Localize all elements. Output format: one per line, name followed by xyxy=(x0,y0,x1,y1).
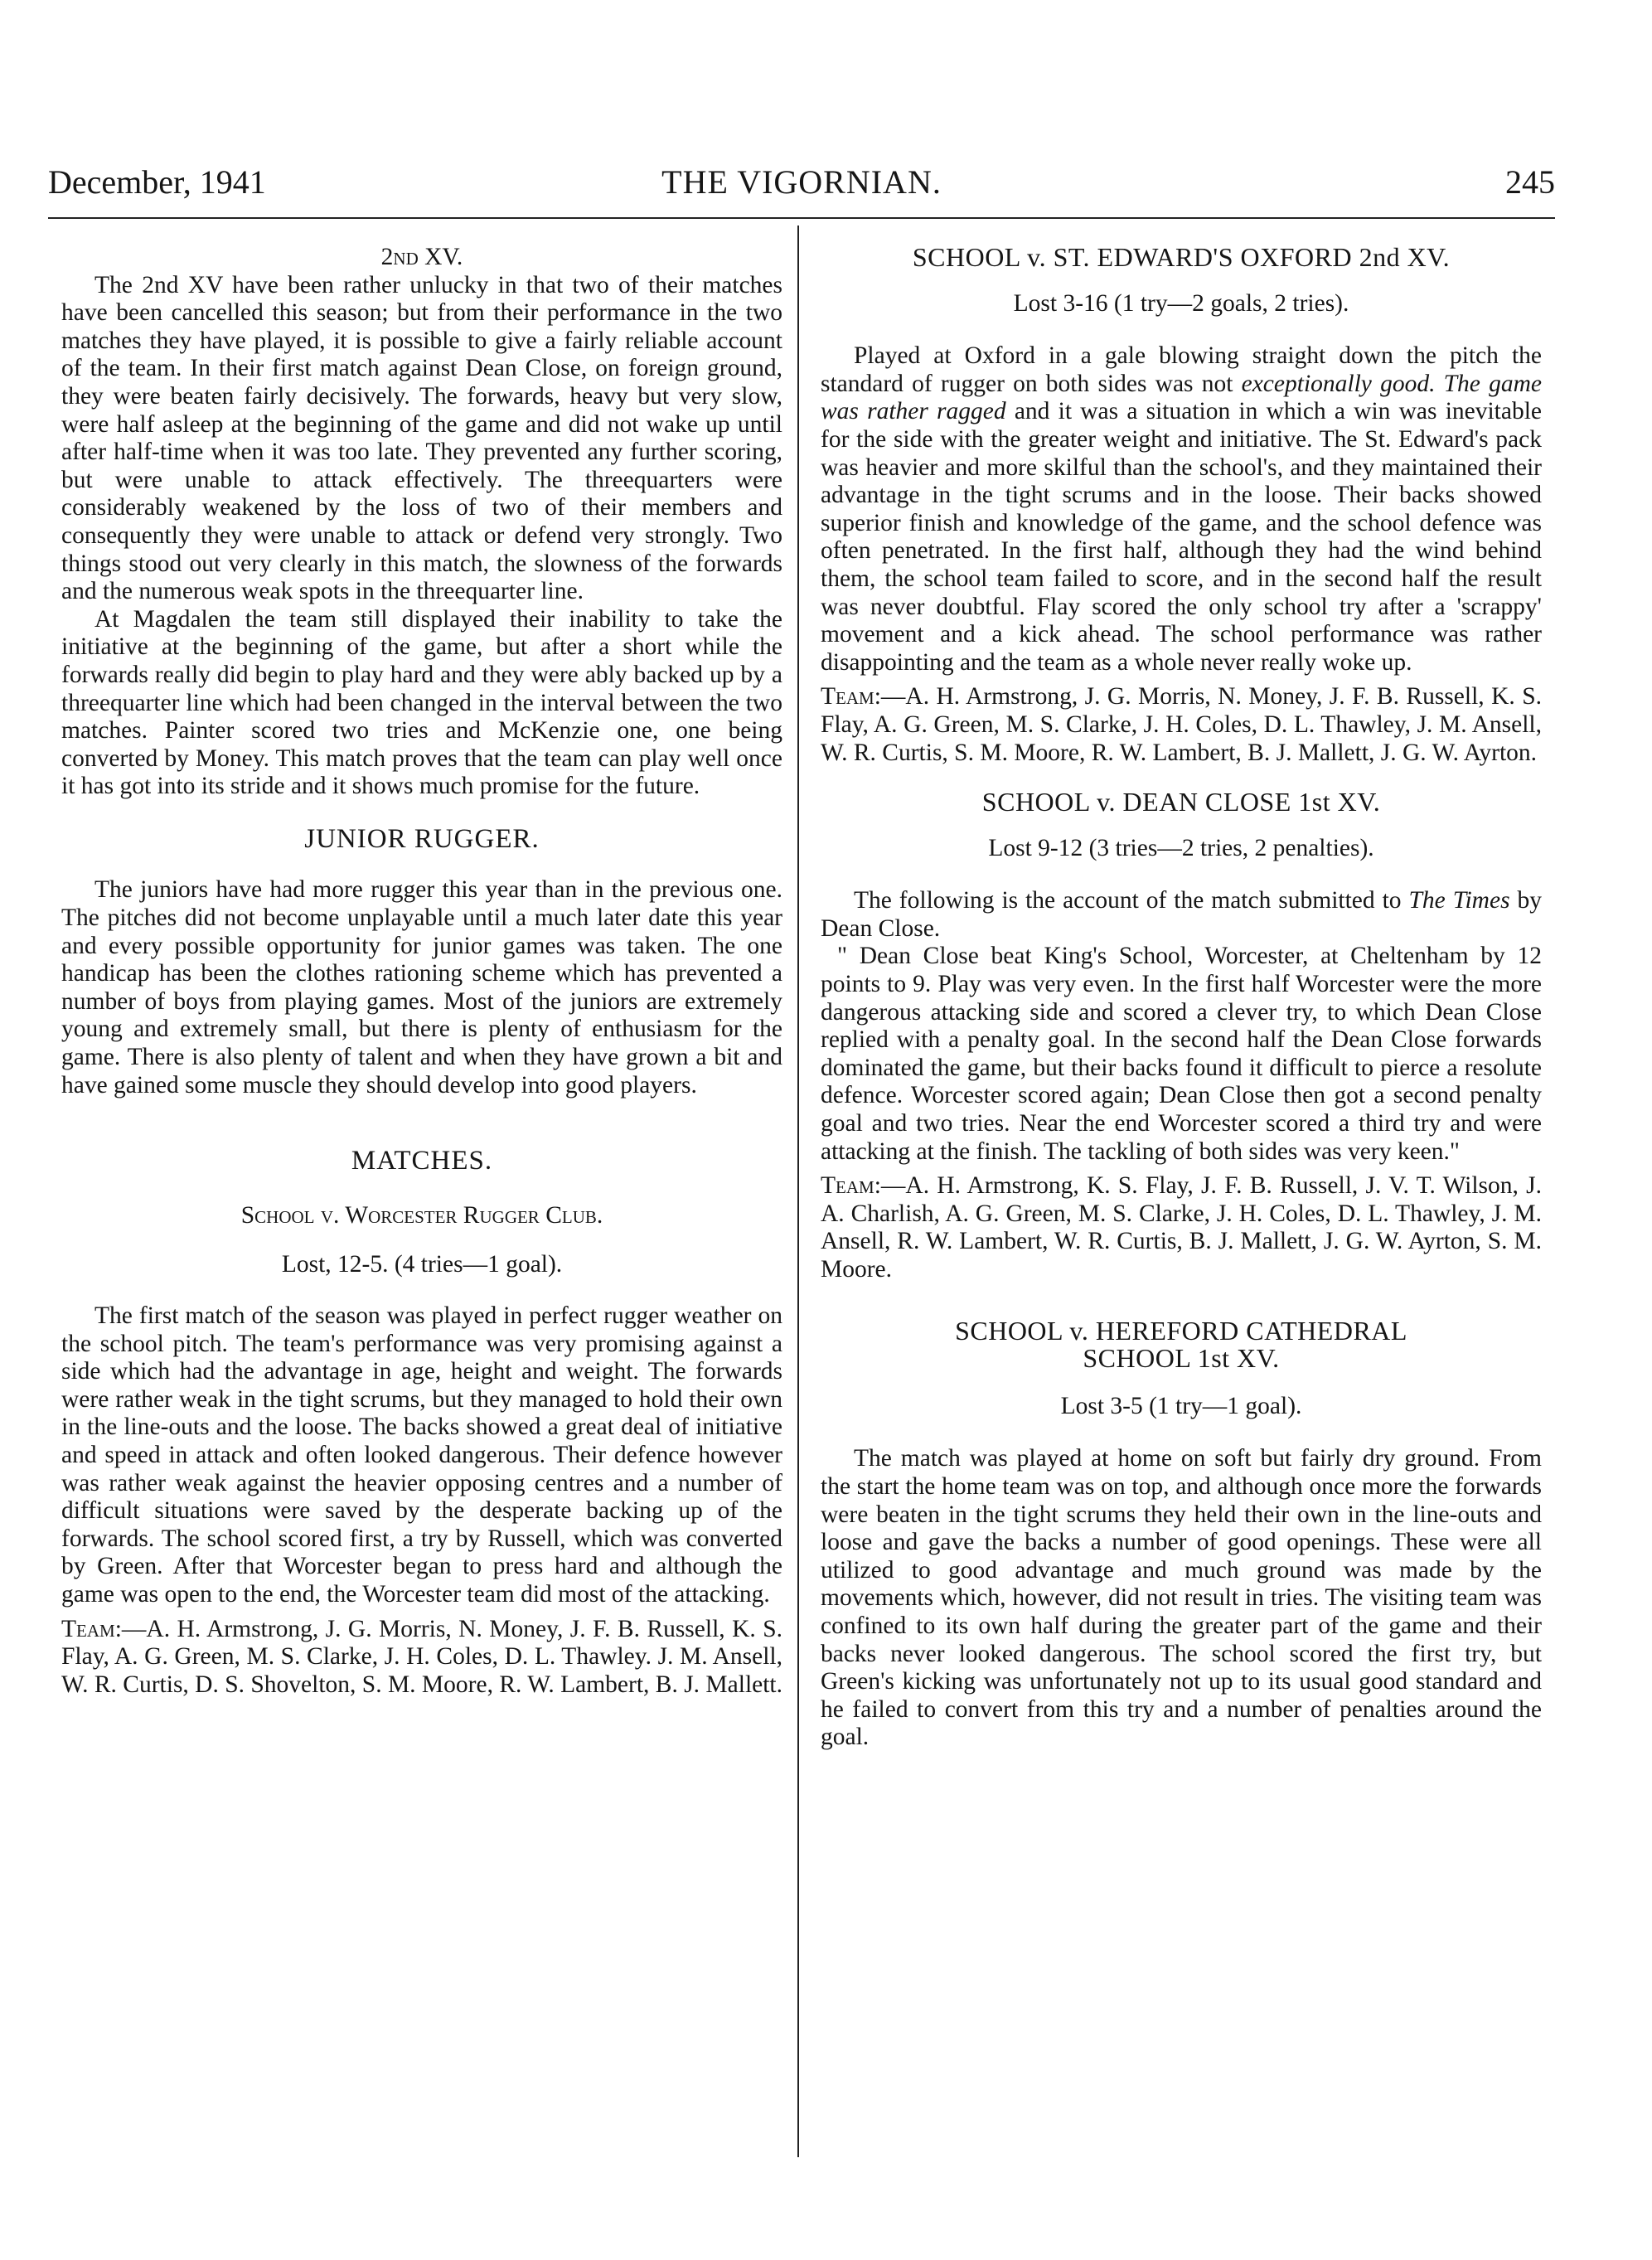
dean-close-team-names: :—A. H. Armstrong, K. S. Flay, J. F. B. Russell, J. V. T. Wilson, J. A. Charlish, A. G. Green, M. S. Clarke, J. H. Coles, D. L. Thawley, J. M. Ansell, R. W. Lambert, W. R. Curtis, B. J. Mallett, J. G. W. Ayrton, S. M. Moore. xyxy=(821,1172,1542,1283)
worcester-team-names: :—A. H. Armstrong, J. G. Morris, N. Money, J. F. B. Russell, K. S. Flay, A. G. Green, M. S. Clarke, J. H. Coles, D. L. Thawley. J. M. Ansell, W. R. Curtis, D. S. Shovelton, S. M. Moore, R. W. Lambert, B. J. Mallett. xyxy=(61,1615,783,1698)
dean-close-quoted-report: " Dean Close beat King's School, Worcester, at Cheltenham by 12 points to 9. Play was very even. In the first half Worcester were the more dangerous attacking side and scored a clever try, to which Dean Close replied with a penalty goal. In the second half the Dean Close forwards dominated the game, but their backs found it difficult to pierce a resolute defence. Worcester scored again; Dean Close then got a second penalty goal and two tries. Near the end Worcester scored a third try and were attacking at the finish. The tackling of both sides was very keen." xyxy=(821,943,1542,1165)
worcester-match-report: The first match of the season was played in perfect rugger weather on the school pitch. The team's performance was very promising against a side which had the advantage in age, height and weight. The forwards were rather weak in the tight scrums, but they managed to hold their own in the line-outs and the loose. The backs showed a great deal of initiative and speed in attack and often looked dangerous. Their defence however was rather weak against the heavier opposing centres and a number of difficult situations were saved by the desperate backing up of the forwards. The school scored first, a try by Russell, which was converted by Green. After that Worcester began to press hard and although the game was open to the end, the Worcester team did most of the attacking. xyxy=(61,1302,782,1608)
second-xv-paragraph-2: At Magdalen the team still displayed their inability to take the initiative at the beginning of the game, but after a short while the forwards really did begin to play hard and they were ably backed up by a threequarter line which had been changed in the interval between the two matches. Painter scored two tries and McKenzie one, one being converted by Money. This match proves that the team can play well once it has got into its stride and it shows much promise for the future. xyxy=(61,605,782,800)
dean-close-intro xyxy=(821,887,1542,943)
hereford-match-result: Lost 3-5 (1 try—1 goal). xyxy=(1060,1392,1302,1419)
worcester-match-result: Lost, 12-5. (4 tries—1 goal). xyxy=(281,1251,563,1278)
dean-close-intro-part-2: by Dean Close. xyxy=(821,887,1543,942)
st-edwards-report-italic: exceptionally good. The game was rather ragged xyxy=(821,370,1542,425)
junior-rugger-paragraph: The juniors have had more rugger this year than in the previous one. The pitches did not become unplayable until a much later date this year and every possible opportunity for junior games was taken. The one handicap has been the clothes rationing scheme which has prevented a number of boys from playing games. Most of the juniors are extremely young and extremely small, but there is plenty of enthusiasm for the game. There is also plenty of talent and when they have grown a bit and have gained some muscle they should develop into good players. xyxy=(61,876,782,1098)
issue-date: December, 1941 xyxy=(48,163,266,201)
junior-rugger-heading: JUNIOR RUGGER. xyxy=(304,823,540,854)
st-edwards-match-result: Lost 3-16 (1 try—2 goals, 2 tries). xyxy=(1013,289,1349,317)
right-column xyxy=(821,244,1542,1752)
team-label: Team xyxy=(821,1172,874,1200)
st-edwards-match-report xyxy=(821,342,1542,677)
st-edwards-report-part-1: Played at Oxford in a gale blowing straight down the pitch the standard of rugger on both sides was not xyxy=(821,342,1542,397)
second-xv-paragraph-1: The 2nd XV have been rather unlucky in that two of their matches have been cancelled this season; but from their performance in the two matches they have played, it is possible to give a fairly reliable account of the team. In their first match against Dean Close, on foreign ground, they were beaten fairly decisively. The forwards, heavy but very slow, were half asleep at the beginning of the game and did not wake up until after half-time when it was too late. They prevented any further scoring, but were unable to attack effectively. The threequarters were considerably weakened by the loss of two of their members and consequently they were unable to attack or defend very strongly. Two things stood out very clearly in this match, the slowness of the forwards and the numerous weak spots in the threequarter line. xyxy=(61,271,782,605)
hereford-match-title-line-1: SCHOOL v. HEREFORD CATHEDRAL xyxy=(955,1315,1407,1346)
st-edwards-team-list xyxy=(821,683,1542,767)
dean-close-match-title: SCHOOL v. DEAN CLOSE 1st XV. xyxy=(981,787,1381,817)
page-number: 245 xyxy=(1505,163,1555,201)
journal-title: THE VIGORNIAN. xyxy=(661,163,942,201)
st-edwards-team-names: :—A. H. Armstrong, J. G. Morris, N. Money, J. F. B. Russell, K. S. Flay, A. G. Green, M. S. Clarke, J. H. Coles, D. L. Thawley, J. M. Ansell, W. R. Curtis, S. M. Moore, R. W. Lambert, B. J. Mallett, J. G. W. Ayrton. xyxy=(821,683,1542,766)
st-edwards-match-title: SCHOOL v. ST. EDWARD'S OXFORD 2nd XV. xyxy=(912,242,1451,272)
header-rule xyxy=(48,217,1555,219)
page-header xyxy=(48,162,1555,209)
st-edwards-report-part-2: and it was a situation in which a win was inevitable for the side with the greater weight and initiative. The St. Edward's pack was heavier and more skilful than the school's, and they maintained their advantage in the tight scrums and in the loose. Their backs showed superior finish and knowledge of the game, and the school defence was often penetrated. In the first half, although they had the wind behind them, the school team failed to score, and in the second half the result was never doubtful. Flay scored the only school try after a 'scrappy' movement and a kick ahead. The school performance was rather disappointing and the team as a whole never really woke up. xyxy=(821,398,1543,676)
worcester-team-list xyxy=(61,1616,782,1700)
dean-close-team-list xyxy=(821,1172,1542,1283)
worcester-match-title: School v. Worcester Rugger Club. xyxy=(240,1201,603,1229)
matches-heading: MATCHES. xyxy=(351,1146,493,1176)
the-times-title: The Times xyxy=(1408,887,1510,914)
left-column xyxy=(61,244,782,1699)
second-xv-heading: 2nd XV. xyxy=(380,244,463,270)
dean-close-match-result: Lost 9-12 (3 tries—2 tries, 2 penalties). xyxy=(988,834,1374,861)
team-label: Team xyxy=(821,683,874,710)
column-divider xyxy=(797,226,799,2157)
dean-close-intro-part-1: The following is the account of the match submitted to xyxy=(854,887,1402,914)
hereford-match-report: The match was played at home on soft but fairly dry ground. From the start the home team was on top, and although once more the forwards were beaten in the tight scrums they held their own in the line-outs and loose and gave the backs a number of good openings. These were all utilized to good advantage and much ground was made by the movements which, however, did not result in tries. The visiting team was confined to its own half during the greater part of the game and their backs never looked dangerous. The school scored the first try, but Green's kicking was unfortunately not up to its usual good standard and he failed to convert from this try and a number of penalties around the goal. xyxy=(821,1445,1542,1751)
hereford-match-title-line-2: SCHOOL 1st XV. xyxy=(1083,1343,1280,1374)
team-label: Team xyxy=(61,1615,115,1642)
